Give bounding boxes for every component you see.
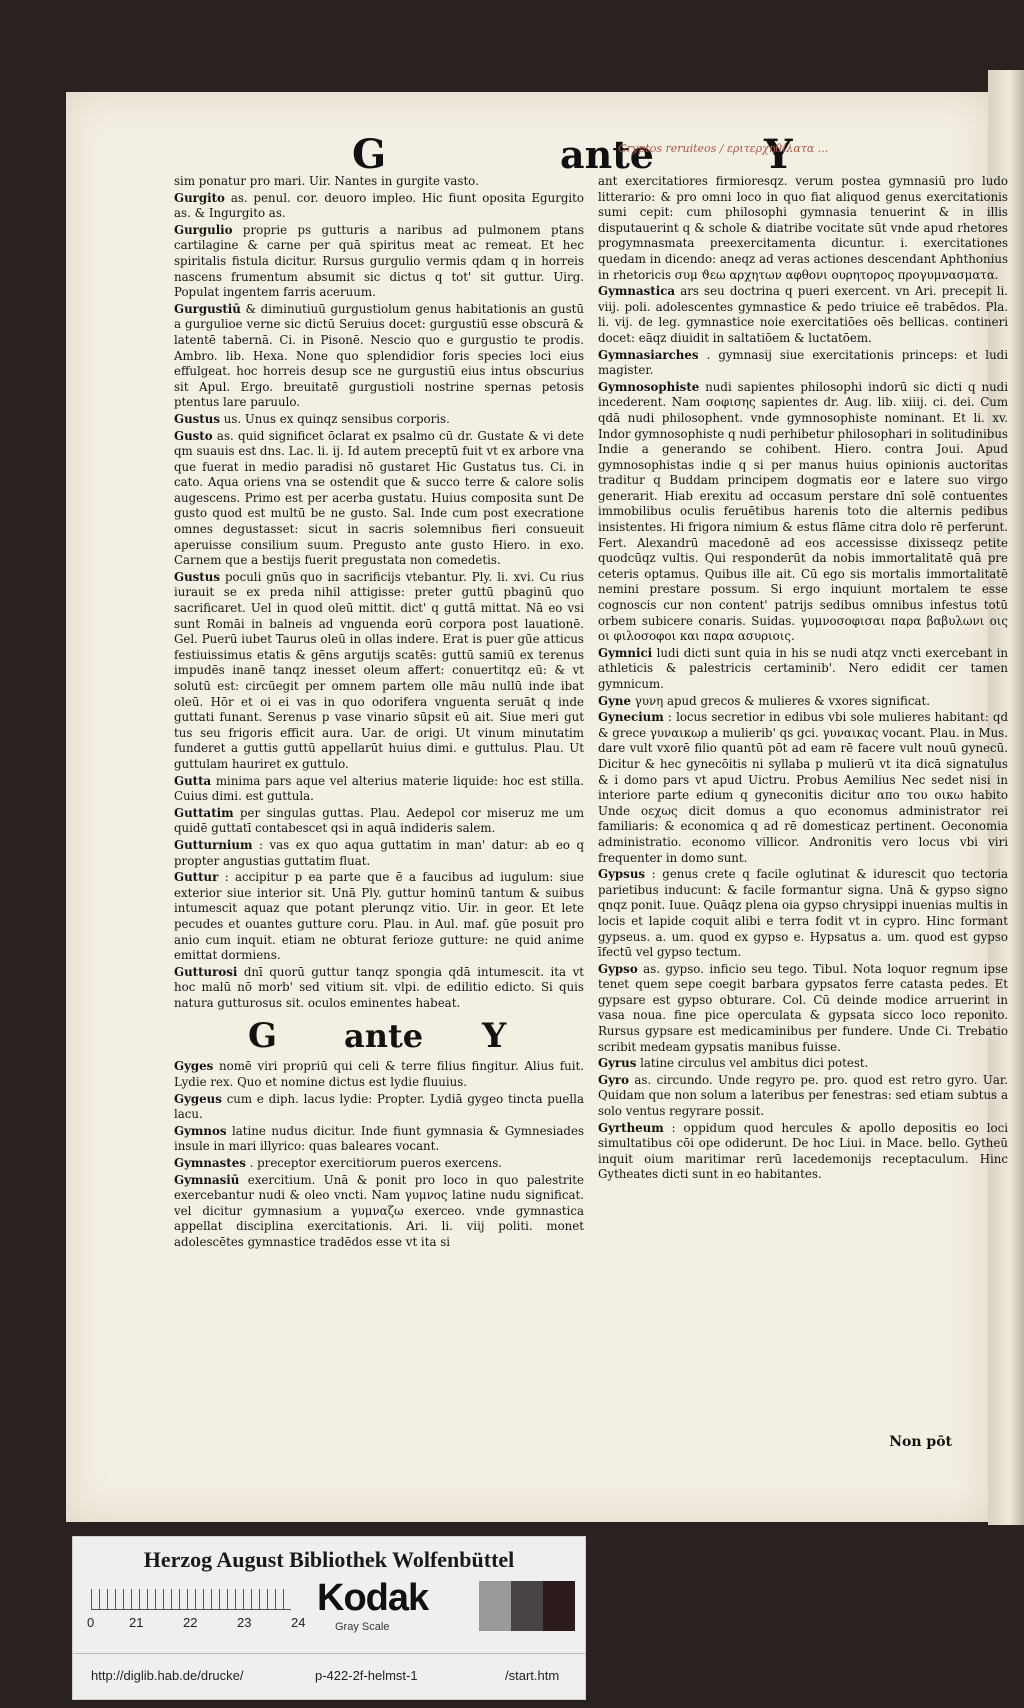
ruler-label: 24 [291, 1615, 306, 1630]
entry-text: . preceptor exercitiorum pueros exercens. [249, 1156, 503, 1171]
gray-swatch [543, 1581, 575, 1631]
entry-headword: Gymnosophiste [598, 379, 700, 394]
dictionary-entry [174, 774, 584, 805]
entry-headword: Guttur [174, 870, 219, 885]
shelfmark: p-422-2f-helmst-1 [315, 1668, 418, 1683]
target-footer [73, 1653, 585, 1698]
dictionary-entry [598, 646, 1008, 693]
entry-headword: Gypsus [598, 867, 646, 882]
gray-swatch [511, 1581, 543, 1631]
entry-text: ant exercitatiores firmioresqz. verum postea gymnasiū pro ludo litterario: & pro omni loco in quo fiat aliquod genus exercitationis sumi cepit: cum philosophi gymnasia tenuerint & in illis disputauerint q & schole & diatribe vocitate sūt vnde apud rhetores progymnasmata preexercitamenta dicuntur. i. exercitationes quedam in dicendo: aneqz ad veras actiones descendant Aphthonius in rhetoricis συμ ϑεω αρχητων αφθονι ουρητορος προγυμνασματα. [598, 174, 1008, 282]
entry-headword: Gurgustiū [174, 301, 241, 316]
entry-text: nudi sapientes philosophi indorū sic dicti q nudi incederent. Nam σοφισης sapientes dr. Aug. lib. xiiij. ci. dei. Cum qdā nudi philosophent. vnde gymnosophiste nominant. Et li. xv. Indor gymnosophiste q nudi perhibetur philosophari in solitudinibus Indie a generando se cohibent. Hiero. contra Joui. Apud gymnosophistas indie q si per manus huius opinionis auctoritas traditur q Buddam principem dogmatis eor e latere suo virgo generarit. Hiab erexitu ad occasum perstare dnī solē contuentes immobilibus oculis feruētibus harenis toto die alternis pedibus insistentes. Hi frigora nimium & estus flāme citra dolo rē perferunt. Fert. Alexandrū macedonē ad eos accessisse dixisseqz petite quodcūqz vultis. Qui responderūt da nobis immortalitatē quā pre ceteris optamus. Quibus ille ait. Cū ego sis mortalis immortalitatē nemini prestare possum. Si ergo inquiunt mortalem te esse cognoscis cur non content' patrijs sedibus omnibus infestus totū orbem subicere conaris. Suidas. γυμνοσοφισαι παρα βαβυλωνι οις οι φιλοσοφοι και παρα ασυριοις. [598, 379, 1009, 644]
entry-text: poculi gnūs quo in sacrificijs vtebantur. Ply. li. xvi. Cu rius iurauit se ex preda nihil attigisse: preter guttū pbaginū quo sacrificaret. Uel in quod oleū mittit. dict' q guttā mittat. Nā eo vsi sunt Romāi in balneis ad vnguenda eorū corpora post lauationē. Gel. Puerū iubet Taurus oleū in ollas indere. Erat is puer gūe atticus festiuissimus etatis & gēns argutijs scatēs: guttū samiū ex terenus impudēs inanē tanqz inesset oleum affert: conuertitqz eū: & vt solutū est: circūegit per omnem partem olle māu nullū inde ibat oleū. Hōr et oi ei vas in quo odorifera vnguenta seruāt q inde guttati funant. Serenus p vase vinario sūpsit eū ait. Siue meri gut tus seu frigoris efficit aura. Uar. de origi. Ut vinum minutatim funderet a guttis guttū appellarūt huius dimi. e guttulus. Plau. Ut guttulam hauriret ex guttulo. [174, 569, 585, 771]
dictionary-entry [598, 284, 1008, 346]
kodak-logo: Kodak [317, 1577, 429, 1619]
entry-text: per singulas guttas. Plau. Aedepol cor miseruz me um quidē guttatī contabescet qsi in aquā indideris salem. [174, 805, 585, 836]
entry-headword: Gymnasiū [174, 1172, 240, 1187]
gray-scale-label: Gray Scale [335, 1621, 390, 1633]
ruler-label: 23 [237, 1615, 252, 1630]
entry-headword: Gyro [598, 1072, 630, 1087]
entry-headword: Gutturnium [174, 837, 253, 852]
dictionary-entry [598, 174, 1008, 283]
dictionary-entry [174, 223, 584, 301]
dictionary-entry [598, 1056, 1008, 1072]
entry-text: as. gypso. inficio seu tego. Tibul. Nota loquor regnum ipse tenet quem sepe coegit barbara gypsatos ferre catasta pedes. Et gypsare est gypso obturare. Col. Cū deinde modice arruerint in vasa noua. fine pice operculata & gypsata sicco loco reponito. Rursus gypsare est medicaminibus per fundere. Unde Ci. Trebatio scribit medeam gypsatis manibus fuisse. [598, 961, 1008, 1054]
entry-text: minima pars aque vel alterius materie liquide: hoc est stilla. Cuius dimi. est guttula. [174, 773, 585, 804]
entry-headword: Gutta [174, 773, 212, 788]
dictionary-entry [174, 870, 584, 964]
entry-text: nomē viri propriū qui celi & terre filius fingitur. Alius fuit. Lydie rex. Quo et nomine dictus est lydie fluuius. [174, 1059, 585, 1090]
entry-headword: Gymnos [174, 1123, 227, 1138]
left-text-column [174, 174, 584, 1252]
entry-text: us. Unus ex quinqz sensibus corporis. [223, 411, 450, 426]
marginal-handwritten-note: Gryptos reruiteos / εριτερχηθίλατα ... [618, 142, 829, 155]
entry-headword: Gyges [174, 1059, 214, 1074]
scan-target-card [72, 1536, 586, 1700]
entry-headword: Guttatim [174, 805, 234, 820]
entry-text: : oppidum quod hercules & apollo depositis eo loci simultatibus cōi ope odiderunt. De hoc Liui. in Mace. bello. Gytheū inquit oium maritimar rerū lacedemonijs receptaculum. Hinc Gytheates dicti sunt in eo habitantes. [598, 1120, 1008, 1182]
entry-text: as. circundo. Unde regyro pe. pro. quod est retro gyro. Uar. Quidam que non solum a lateribus per fenestras: sed etiam subtus a solo ventus regyrare possit. [598, 1072, 1009, 1119]
entry-text: latine nudus dicitur. Inde fiunt gymnasia & Gymnesiades insule in mari illyrico: quas baleares vocant. [174, 1123, 585, 1154]
dictionary-entry [174, 412, 584, 428]
dictionary-entry [174, 806, 584, 837]
entry-text: & diminutiuū gurgustiolum genus habitationis an gustū a gurgulioe verne sic dictū Seruius docet: gurgustiū esse obscurā & latentē tabernā. Ci. in Pisonē. Nescio quo e gurgustio te prodis. Ambro. lib. Hexa. None quo splendidior foris species loci eius effulgeat. hoc horreis desup sce ne gurgustiū eius intus obscurius sit Apul. Ergo. breuitatē gurgustioli nostrine spernas petosis ptentus lare paruulo. [174, 301, 585, 410]
gray-swatch [479, 1581, 511, 1631]
dictionary-entry [174, 838, 584, 869]
book-page [66, 92, 1009, 1522]
ruler-label: 21 [129, 1615, 144, 1630]
entry-headword: Gutturosi [174, 964, 238, 979]
dictionary-entry [174, 174, 584, 190]
ruler-labels [87, 1615, 317, 1635]
entry-text: as. quid significet ōclarat ex psalmo cū dr. Gustate & vi dete qm suauis est dns. Lac. li. ij. Id autem preceptū fuit vt ex arbore vna que fuerat in medio paradisi nō gustaret Hic Gustatus tus. Ci. in cato. Aqua oriens vna se ostendit que & succo terre & calore solis augescens. Primo est per acerba gustatu. Huius composita sunt De gusto quod est multū be ne gusto. Sal. Inde cum post execratione omnes degustasset: sicut in sacris solemnibus fieri consueuit aperuisse consilium suum. Pregusto ante gusto Hiero. in exo. Carnem que a bestijs fuerit pregustata non comedetis. [174, 428, 585, 568]
ruler-label: 22 [183, 1615, 198, 1630]
section-right-letter: Y [482, 1016, 507, 1057]
entry-text: as. penul. cor. deuoro impleo. Hic fiunt oposita Egurgito as. & Ingurgito as. [174, 190, 585, 221]
dictionary-entry [174, 191, 584, 222]
dictionary-entry [174, 1156, 584, 1172]
dictionary-entry [598, 348, 1008, 379]
gray-scale-swatches [479, 1581, 575, 1631]
entry-text: proprie ps gutturis a naribus ad pulmonem ptans cartilagine & carne per quā spiritus meat ac remeat. Et hec spiritalis fistula dicitur. Rursus gurgulio vermis qdam q in horreis nascens frumentum absumit sic dictus q tot' sit guttur. Uirg. Populat ingentem farris aceruum. [174, 222, 584, 300]
entry-text: : vas ex quo aqua guttatim in man' datur: ab eo q propter angustias guttatim fluat. [174, 837, 584, 868]
dictionary-entry [174, 965, 584, 1012]
entry-text: . gymnasij siue exercitationis princeps: et ludi magister. [598, 347, 1008, 378]
entry-headword: Gypso [598, 961, 638, 976]
dictionary-entry [174, 1092, 584, 1123]
entry-headword: Gymnasiarches [598, 347, 699, 362]
section-left-letter: G [248, 1016, 278, 1057]
entry-headword: Gymnastes [174, 1156, 246, 1171]
section-center-word: ante [344, 1017, 424, 1056]
dictionary-entry [598, 1073, 1008, 1120]
entry-headword: Gusto [174, 428, 213, 443]
ruler-label: 0 [87, 1615, 95, 1630]
catchword: Non pōt [889, 1434, 952, 1450]
entry-text: ars seu doctrina q pueri exercent. vn Ari. precepit li. viij. poli. adolescentes gymnastice & pedo triuice eē trabēdos. Pla. li. vij. de leg. gymnastice noie exercitatiōes oēs bellicas. contineri docet: eāqz diuidit in saltatiōem & luctatōem. [598, 284, 1009, 345]
entry-headword: Gurgito [174, 190, 225, 205]
dictionary-entry [598, 1121, 1008, 1183]
dictionary-entry [174, 1124, 584, 1155]
entry-text: dnī quorū guttur tanqz spongia qdā intumescit. ita vt hoc malū nō morb' sed vitium sit. vlpi. de edilitio edicto. Si quis natura gutturosus sit. oculos eminentes habeat. [174, 964, 584, 1010]
start-link[interactable]: /start.htm [505, 1668, 560, 1683]
right-text-column [598, 174, 1008, 1184]
entry-text: ludi dicti sunt quia in his se nudi atqz vncti exercebant in athleticis & palestricis certaminib'. Nero edidit cer tamen gymnicum. [598, 645, 1009, 691]
entry-text: : locus secretior in edibus vbi sole mulieres habitant: qd & grece γυναικωρ a mulierib' qs gci. γυναικας vocant. Plau. in Mus. dare vult vxorē filio quantū pōt ad eam rē facere vult nouū gynecū. Dicitur & hec gynecōitis ni syllaba p mulierū vt ita dicā signatulus & i domo pars vt apud Uictru. Probus Aemilius Nec sedet nisi in interiore parte edium q gyneconitis dicitur απο του οικω habito Unde οεχως dicit domus a quo economus administrator rei familiaris: & economica q ad rē domesticaz pertinent. Oeconomia administratio. economo villicor. Andronitis vero locus vbi viri frequenter in domo sunt. [598, 710, 1008, 865]
dictionary-entry [174, 429, 584, 569]
library-name: Herzog August Bibliothek Wolfenbüttel [143, 1547, 515, 1572]
dictionary-entry [598, 694, 1008, 710]
entry-headword: Gurgulio [174, 222, 233, 237]
entry-headword: Gygeus [174, 1091, 222, 1106]
dictionary-entry [598, 710, 1008, 866]
entry-headword: Gymnastica [598, 284, 676, 299]
entry-text: : genus crete q facile oglutinat & idurescit quo tectoria parietibus inducunt: & facile formantur signa. Unā & gypso signo qnqz ponit. Iuue. Quāqz plena oia gypso chrysippi inuenias multis in locis et lapide coquit alibi e terra fodit vt in cypro. Hinc formant gypseus. a. um. quod ex gypso e. Hypsatus a. um. quod est gypso īfectū vel gypso tectum. [598, 867, 1009, 960]
dictionary-entry [174, 1173, 584, 1251]
entry-headword: Gymnici [598, 645, 653, 660]
entry-headword: Gynecium [598, 710, 664, 725]
entry-text: cum e diph. lacus lydie: Propter. Lydiā gygeo tincta puella lacu. [174, 1091, 584, 1122]
entry-headword: Gyrtheum [598, 1120, 664, 1135]
digital-library-url[interactable]: http://diglib.hab.de/drucke/ [91, 1668, 244, 1683]
entry-headword: Gustus [174, 411, 220, 426]
entry-text: : accipitur p ea parte que ē a faucibus ad iugulum: siue exterior siue interior sit. Unā Ply. guttur hominū tantum & suibus intumescit aquaz que potant plerunqz vitio. Uir. in geor. Et lete pecudes et ouantes gutture coru. Plau. in Aul. maf. gūe posuit pro anio cum inquit. etiam ne obturat ferioze gutture: ne quid anime emittat dormiens. [174, 870, 585, 963]
entry-headword: Gustus [174, 569, 220, 584]
entry-text: γυνη apud grecos & mulieres & vxores significat. [634, 693, 930, 708]
entry-text: latine circulus vel ambitus dici potest. [640, 1056, 869, 1071]
dictionary-entry [598, 380, 1008, 645]
entry-text: sim ponatur pro mari. Uir. Nantes in gurgite vasto. [174, 174, 479, 188]
page-header [66, 130, 988, 180]
header-right-letter: Y [764, 131, 793, 178]
section-header [174, 1015, 584, 1057]
entry-headword: Gyne [598, 693, 632, 708]
header-left-letter: G [352, 131, 387, 178]
dictionary-entry [174, 1059, 584, 1090]
dictionary-entry [174, 570, 584, 773]
entry-headword: Gyrus [598, 1056, 637, 1071]
header-center-word: ante [560, 132, 654, 177]
ruler-scale [91, 1589, 291, 1610]
dictionary-entry [174, 302, 584, 411]
entry-text: exercitium. Unā & ponit pro loco in quo palestrite exercebantur nudi & oleo vncti. Nam γυμνος latine nudu significat. vel dicitur gymnasium a γυμναζω exerceo. vnde gymnastica appellat disciplina exercitationis. Ari. li. viij politi. monet adolescētes gymnastice tradēdos esse vt ita si [174, 1172, 584, 1249]
dictionary-entry [598, 867, 1008, 961]
dictionary-entry [598, 962, 1008, 1056]
